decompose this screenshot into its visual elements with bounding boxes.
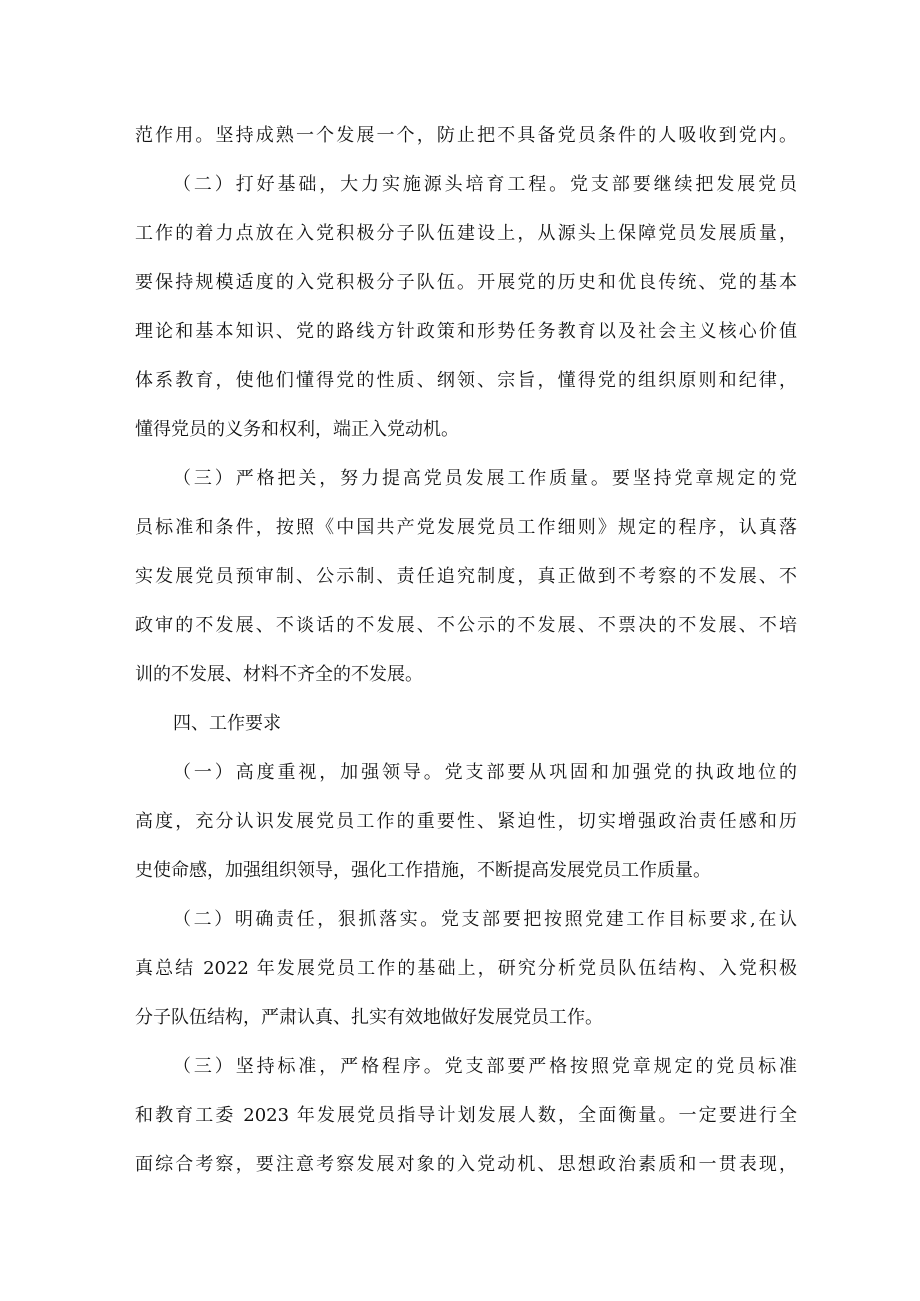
text-line: 体系教育，使他们懂得党的性质、纲领、宗旨，懂得党的组织原则和纪律， (135, 370, 797, 391)
text-line: 面综合考察，要注意考察发展对象的入党动机、思想政治素质和一贯表现， (135, 1154, 797, 1175)
text-line: 高度，充分认识发展党员工作的重要性、紧迫性，切实增强政治责任感和历 (135, 811, 797, 832)
text-line: 训的不发展、材料不齐全的不发展。 (135, 664, 423, 685)
text-line: 和教育工委 2023 年发展党员指导计划发展人数，全面衡量。一定要进行全 (135, 1105, 797, 1126)
text-line: 懂得党员的义务和权利，端正入党动机。 (135, 419, 459, 440)
text-line: 史使命感，加强组织领导，强化工作措施，不断提高发展党员工作质量。 (135, 860, 711, 881)
text-line: 员标准和条件，按照《中国共产党发展党员工作细则》规定的程序，认真落 (135, 517, 797, 538)
text-line: 分子队伍结构，严肃认真、扎实有效地做好发展党员工作。 (135, 1007, 603, 1028)
text-line: （二）明确责任，狠抓落实。党支部要把按照党建工作目标要求,在认 (173, 909, 797, 930)
text-line: 理论和基本知识、党的路线方针政策和形势任务教育以及社会主义核心价值 (135, 321, 797, 342)
text-line: 政审的不发展、不谈话的不发展、不公示的不发展、不票决的不发展、不培 (135, 615, 797, 636)
text-line: 工作的着力点放在入党积极分子队伍建设上，从源头上保障党员发展质量， (135, 223, 797, 244)
text-line: （一）高度重视，加强领导。党支部要从巩固和加强党的执政地位的 (173, 762, 797, 783)
text-line: 真总结 2022 年发展党员工作的基础上，研究分析党员队伍结构、入党积极 (135, 958, 797, 979)
section-heading: 四、工作要求 (173, 713, 281, 734)
text-line: 范作用。坚持成熟一个发展一个，防止把不具备党员条件的人吸收到党内。 (135, 125, 797, 146)
text-line: （二）打好基础，大力实施源头培育工程。党支部要继续把发展党员 (173, 174, 797, 195)
text-line: （三）坚持标准，严格程序。党支部要严格按照党章规定的党员标准 (173, 1056, 797, 1077)
text-line: 要保持规模适度的入党积极分子队伍。开展党的历史和优良传统、党的基本 (135, 272, 797, 293)
text-line: 实发展党员预审制、公示制、责任追究制度，真正做到不考察的不发展、不 (135, 566, 797, 587)
text-line: （三）严格把关，努力提高党员发展工作质量。要坚持党章规定的党 (173, 468, 797, 489)
